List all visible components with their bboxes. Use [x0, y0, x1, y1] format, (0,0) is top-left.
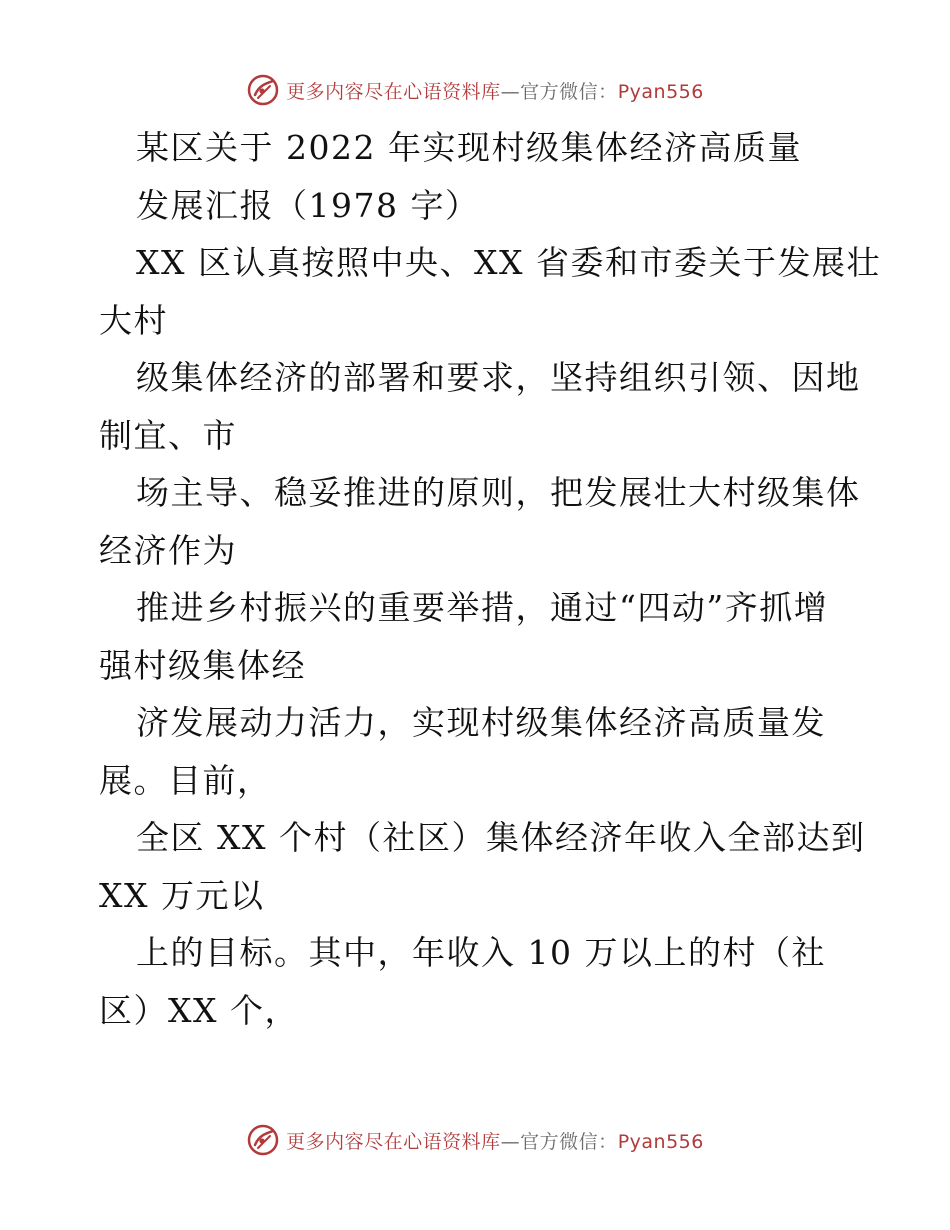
header-watermark — [0, 70, 950, 110]
doc-paragraph-line: 区）XX 个， — [99, 990, 299, 1030]
brand-logo-icon — [246, 73, 280, 107]
watermark-text — [286, 77, 704, 104]
watermark-wechat-label: 官方微信： — [520, 1130, 618, 1153]
document-body — [99, 119, 881, 1039]
watermark-wechat-id: Pyan556 — [617, 1130, 704, 1153]
footer-watermark — [0, 1120, 950, 1160]
watermark-site-text: 更多内容尽在心语资料库 — [286, 80, 501, 103]
doc-title-line: 发展汇报（1978 字） — [136, 185, 480, 225]
doc-paragraph-line: 上的目标。其中，年收入 10 万以上的村（社 — [136, 933, 826, 972]
doc-paragraph-line: 制宜、市 — [99, 415, 237, 455]
watermark-separator: — — [500, 1130, 521, 1153]
doc-paragraph-line: XX 万元以 — [99, 875, 265, 915]
doc-title-line: 某区关于 2022 年实现村级集体经济高质量 — [136, 128, 802, 167]
doc-paragraph-line: 展。目前， — [99, 760, 272, 800]
doc-paragraph-line: 强村级集体经 — [99, 645, 306, 685]
doc-paragraph-line: 经济作为 — [99, 530, 237, 570]
watermark-separator: — — [500, 80, 521, 103]
watermark-site-text: 更多内容尽在心语资料库 — [286, 1130, 501, 1153]
doc-paragraph-line: 级集体经济的部署和要求，坚持组织引领、因地 — [136, 358, 861, 397]
doc-paragraph-line: 推进乡村振兴的重要举措，通过“四动”齐抓增 — [136, 588, 829, 627]
watermark-text — [286, 1127, 704, 1154]
doc-paragraph-line: 场主导、稳妥推进的原则，把发展壮大村级集体 — [136, 473, 861, 512]
brand-logo-icon — [246, 1123, 280, 1157]
doc-paragraph-line: 济发展动力活力，实现村级集体经济高质量发 — [136, 703, 826, 742]
doc-paragraph-line: 大村 — [99, 300, 168, 340]
watermark-wechat-label: 官方微信： — [520, 80, 618, 103]
watermark-wechat-id: Pyan556 — [617, 80, 704, 103]
doc-paragraph-line: XX 区认真按照中央、XX 省委和市委关于发展壮 — [136, 243, 881, 282]
doc-paragraph-line: 全区 XX 个村（社区）集体经济年收入全部达到 — [136, 818, 866, 857]
